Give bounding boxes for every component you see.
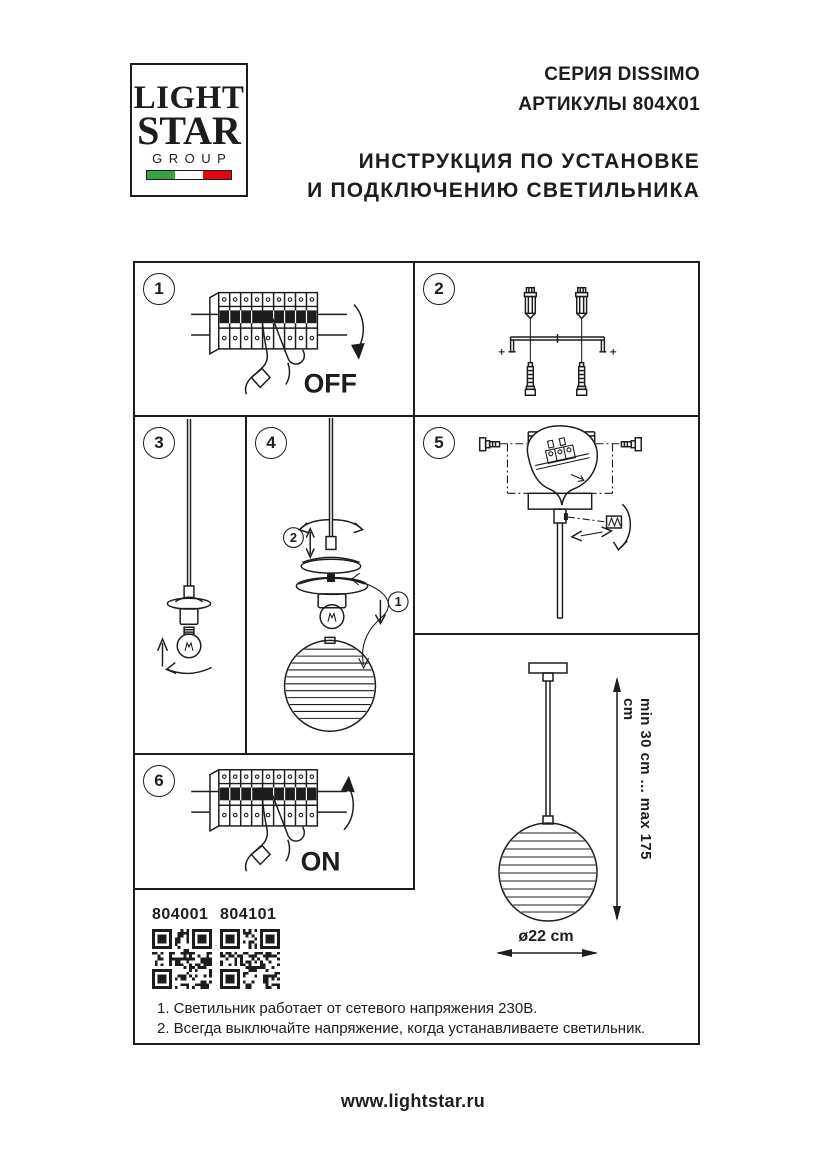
lightstar-logo [130, 63, 248, 197]
screw-right [577, 363, 587, 396]
step-panel-4 [247, 417, 415, 755]
pendant-dimension-drawing [415, 635, 698, 1043]
step-panel-3 [135, 417, 247, 755]
step-panel-5 [415, 417, 698, 635]
ribbed-glass-sphere [497, 823, 599, 921]
arrow-up-icon [341, 776, 355, 830]
step-panel-2 [415, 263, 698, 417]
light-bulb [177, 627, 201, 657]
adjust-arrows-icon [572, 527, 612, 541]
bulb-install-illustration [135, 417, 245, 753]
articles-title: АРТИКУЛЫ 804X01 [518, 94, 700, 115]
step-number-5: 5 [423, 427, 455, 459]
breaker-off-illustration [135, 263, 413, 415]
step-panel-6 [135, 755, 415, 890]
callout-1-number: 1 [394, 594, 402, 610]
website-url: www.lightstar.ru [340, 1091, 486, 1111]
instruction-line-2: И ПОДКЛЮЧЕНИЮ СВЕТИЛЬНИКА [307, 179, 700, 202]
article-code: 804001 [152, 906, 209, 923]
mounting-kit-illustration [415, 263, 698, 415]
article-block [220, 906, 282, 989]
instruction-diagram [133, 261, 700, 1045]
logo-word-star: STAR [137, 108, 241, 153]
arrow-down-icon [351, 304, 365, 359]
flag-white-segment [175, 171, 203, 179]
note-line-1: 1. Светильник работает от сетевого напряжения 230В. [157, 1000, 538, 1017]
article-code: 804101 [220, 906, 277, 923]
header-text [307, 60, 700, 205]
height-range-label: min 30 cm ... max 175 cm [620, 698, 654, 860]
step-number-3: 3 [143, 427, 175, 459]
breaker-on-illustration [135, 755, 413, 888]
instruction-title [307, 147, 700, 205]
screw-left [525, 363, 535, 396]
assembly-illustration [247, 417, 413, 753]
down-arrow-icon [375, 600, 385, 624]
mounting-bracket [499, 334, 616, 355]
screw-left [480, 438, 500, 451]
step-panel-1 [135, 263, 415, 417]
on-label: ON [300, 846, 341, 877]
diameter-dimension-line [496, 949, 598, 957]
series-title: СЕРИЯ DISSIMO [544, 64, 700, 85]
insert-arrow-icon [158, 639, 168, 667]
step-number-2: 2 [423, 273, 455, 305]
note-line-2: 2. Всегда выключайте напряжение, когда устанавливаете светильник. [157, 1020, 646, 1037]
screw-right [621, 438, 641, 451]
off-label: OFF [303, 368, 357, 399]
ceiling-plate [529, 663, 567, 673]
grub-screw [607, 516, 622, 528]
wall-anchor-right [576, 288, 588, 363]
italian-flag-bar [146, 170, 232, 180]
instruction-line-1: ИНСТРУКЦИЯ ПО УСТАНОВКЕ [358, 150, 700, 173]
step-number-6: 6 [143, 765, 175, 797]
wall-anchor-left [524, 288, 536, 363]
qr-code [152, 929, 212, 989]
qr-code [220, 929, 280, 989]
step-number-1: 1 [143, 273, 175, 305]
article-block [152, 906, 214, 989]
flag-green-segment [147, 171, 175, 179]
step-number-4: 4 [255, 427, 287, 459]
diameter-label: ø22 cm [518, 928, 574, 945]
safety-notes [157, 999, 692, 1039]
logo-word-group: GROUP [152, 151, 233, 166]
callout-2-number: 2 [289, 530, 298, 546]
logo-word-light: LIGHT [133, 80, 245, 116]
flag-red-segment [203, 171, 231, 179]
rotate-arrow-icon [166, 663, 211, 674]
canopy-mount-illustration [415, 417, 698, 633]
